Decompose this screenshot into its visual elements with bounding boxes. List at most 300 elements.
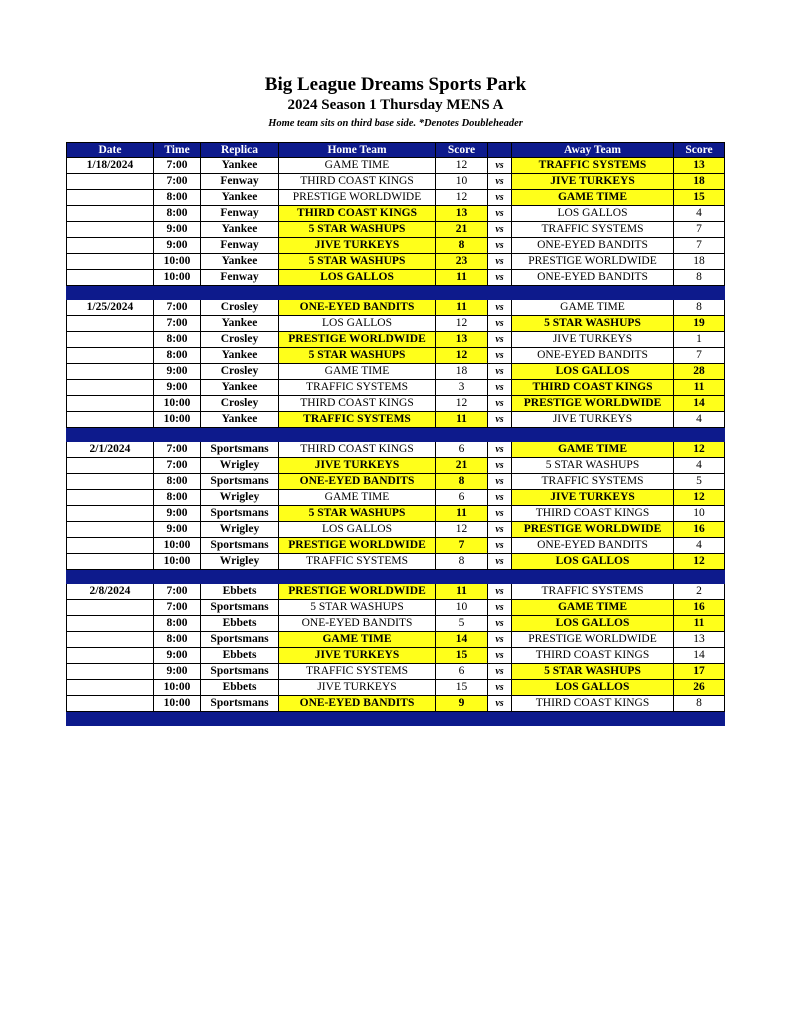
- game-row: [67, 412, 725, 428]
- away-team-cell: THIRD COAST KINGS: [512, 648, 674, 664]
- home-team-cell: LOS GALLOS: [279, 270, 436, 286]
- away-score-cell: 8: [674, 270, 725, 286]
- week-separator: [67, 712, 725, 726]
- game-row: [67, 158, 725, 174]
- away-score-cell: 7: [674, 222, 725, 238]
- replica-cell: Crosley: [201, 364, 279, 380]
- time-cell: 7:00: [154, 442, 201, 458]
- date-cell: [67, 458, 154, 474]
- away-score-cell: 16: [674, 600, 725, 616]
- home-score-cell: 11: [436, 584, 488, 600]
- replica-cell: Fenway: [201, 206, 279, 222]
- away-team-cell: TRAFFIC SYSTEMS: [512, 158, 674, 174]
- week-separator: [67, 286, 725, 300]
- home-team-cell: JIVE TURKEYS: [279, 680, 436, 696]
- game-row: [67, 316, 725, 332]
- away-team-cell: GAME TIME: [512, 600, 674, 616]
- replica-cell: Yankee: [201, 190, 279, 206]
- separator-cell: [436, 286, 488, 300]
- game-row: [67, 584, 725, 600]
- replica-cell: Wrigley: [201, 458, 279, 474]
- game-row: [67, 522, 725, 538]
- away-team-cell: JIVE TURKEYS: [512, 174, 674, 190]
- game-row: [67, 506, 725, 522]
- game-row: [67, 396, 725, 412]
- away-score-cell: 13: [674, 632, 725, 648]
- col-header-vs: [488, 143, 512, 158]
- date-cell: [67, 680, 154, 696]
- away-team-cell: ONE-EYED BANDITS: [512, 270, 674, 286]
- home-score-cell: 11: [436, 300, 488, 316]
- replica-cell: Wrigley: [201, 490, 279, 506]
- away-team-cell: TRAFFIC SYSTEMS: [512, 222, 674, 238]
- separator-cell: [67, 428, 154, 442]
- replica-cell: Ebbets: [201, 680, 279, 696]
- home-score-cell: 12: [436, 348, 488, 364]
- replica-cell: Yankee: [201, 380, 279, 396]
- home-team-cell: ONE-EYED BANDITS: [279, 300, 436, 316]
- date-cell: 1/18/2024: [67, 158, 154, 174]
- home-team-cell: THIRD COAST KINGS: [279, 396, 436, 412]
- replica-cell: Fenway: [201, 174, 279, 190]
- away-score-cell: 4: [674, 538, 725, 554]
- separator-cell: [201, 428, 279, 442]
- home-score-cell: 8: [436, 554, 488, 570]
- home-team-cell: GAME TIME: [279, 158, 436, 174]
- time-cell: 10:00: [154, 538, 201, 554]
- date-cell: [67, 616, 154, 632]
- separator-cell: [279, 286, 436, 300]
- time-cell: 8:00: [154, 616, 201, 632]
- time-cell: 9:00: [154, 664, 201, 680]
- away-score-cell: 11: [674, 616, 725, 632]
- time-cell: 7:00: [154, 300, 201, 316]
- game-row: [67, 632, 725, 648]
- date-cell: [67, 522, 154, 538]
- document-title: Big League Dreams Sports Park: [264, 74, 527, 95]
- replica-cell: Crosley: [201, 396, 279, 412]
- away-team-cell: THIRD COAST KINGS: [512, 506, 674, 522]
- game-row: [67, 348, 725, 364]
- game-row: [67, 270, 725, 286]
- game-row: [67, 254, 725, 270]
- home-score-cell: 8: [436, 474, 488, 490]
- date-cell: [67, 696, 154, 712]
- home-team-cell: JIVE TURKEYS: [279, 238, 436, 254]
- away-team-cell: GAME TIME: [512, 442, 674, 458]
- home-score-cell: 3: [436, 380, 488, 396]
- replica-cell: Sportsmans: [201, 506, 279, 522]
- time-cell: 7:00: [154, 584, 201, 600]
- game-row: [67, 174, 725, 190]
- col-header-time: Time: [154, 143, 201, 158]
- vs-cell: vs: [488, 584, 512, 600]
- vs-cell: vs: [488, 554, 512, 570]
- time-cell: 10:00: [154, 696, 201, 712]
- home-team-cell: TRAFFIC SYSTEMS: [279, 380, 436, 396]
- replica-cell: Sportsmans: [201, 600, 279, 616]
- separator-cell: [279, 570, 436, 584]
- time-cell: 10:00: [154, 270, 201, 286]
- home-score-cell: 9: [436, 696, 488, 712]
- home-score-cell: 10: [436, 600, 488, 616]
- home-team-cell: PRESTIGE WORLDWIDE: [279, 538, 436, 554]
- home-team-cell: TRAFFIC SYSTEMS: [279, 412, 436, 428]
- home-team-cell: PRESTIGE WORLDWIDE: [279, 584, 436, 600]
- away-score-cell: 14: [674, 396, 725, 412]
- separator-cell: [488, 570, 512, 584]
- separator-cell: [154, 570, 201, 584]
- away-team-cell: 5 STAR WASHUPS: [512, 458, 674, 474]
- separator-cell: [488, 428, 512, 442]
- away-team-cell: PRESTIGE WORLDWIDE: [512, 522, 674, 538]
- away-team-cell: LOS GALLOS: [512, 364, 674, 380]
- game-row: [67, 206, 725, 222]
- schedule-table: [66, 142, 725, 726]
- replica-cell: Ebbets: [201, 584, 279, 600]
- vs-cell: vs: [488, 632, 512, 648]
- time-cell: 8:00: [154, 348, 201, 364]
- away-score-cell: 7: [674, 238, 725, 254]
- week-separator: [67, 570, 725, 584]
- away-team-cell: LOS GALLOS: [512, 206, 674, 222]
- home-score-cell: 21: [436, 458, 488, 474]
- document-header: [0, 74, 791, 131]
- date-cell: [67, 648, 154, 664]
- vs-cell: vs: [488, 174, 512, 190]
- time-cell: 9:00: [154, 506, 201, 522]
- col-header-home-team: Home Team: [279, 143, 436, 158]
- away-score-cell: 4: [674, 412, 725, 428]
- date-cell: [67, 506, 154, 522]
- away-team-cell: THIRD COAST KINGS: [512, 696, 674, 712]
- game-row: [67, 190, 725, 206]
- away-team-cell: GAME TIME: [512, 190, 674, 206]
- home-score-cell: 18: [436, 364, 488, 380]
- vs-cell: vs: [488, 538, 512, 554]
- home-team-cell: TRAFFIC SYSTEMS: [279, 554, 436, 570]
- home-team-cell: THIRD COAST KINGS: [279, 442, 436, 458]
- separator-cell: [512, 428, 674, 442]
- separator-cell: [488, 712, 512, 726]
- away-team-cell: 5 STAR WASHUPS: [512, 664, 674, 680]
- game-row: [67, 616, 725, 632]
- separator-cell: [279, 712, 436, 726]
- replica-cell: Fenway: [201, 238, 279, 254]
- date-cell: [67, 554, 154, 570]
- game-row: [67, 222, 725, 238]
- date-cell: [67, 348, 154, 364]
- home-team-cell: GAME TIME: [279, 364, 436, 380]
- separator-cell: [674, 428, 725, 442]
- time-cell: 9:00: [154, 222, 201, 238]
- date-cell: [67, 332, 154, 348]
- home-score-cell: 14: [436, 632, 488, 648]
- home-score-cell: 12: [436, 158, 488, 174]
- game-row: [67, 364, 725, 380]
- game-row: [67, 696, 725, 712]
- home-score-cell: 6: [436, 664, 488, 680]
- separator-cell: [436, 570, 488, 584]
- game-row: [67, 332, 725, 348]
- game-row: [67, 380, 725, 396]
- replica-cell: Sportsmans: [201, 664, 279, 680]
- time-cell: 7:00: [154, 174, 201, 190]
- date-cell: [67, 190, 154, 206]
- replica-cell: Yankee: [201, 254, 279, 270]
- home-team-cell: 5 STAR WASHUPS: [279, 348, 436, 364]
- vs-cell: vs: [488, 348, 512, 364]
- date-cell: [67, 632, 154, 648]
- date-cell: [67, 238, 154, 254]
- vs-cell: vs: [488, 696, 512, 712]
- replica-cell: Yankee: [201, 158, 279, 174]
- document-subtitle: 2024 Season 1 Thursday MENS A: [287, 97, 504, 113]
- away-score-cell: 19: [674, 316, 725, 332]
- separator-cell: [201, 570, 279, 584]
- vs-cell: vs: [488, 442, 512, 458]
- home-team-cell: TRAFFIC SYSTEMS: [279, 664, 436, 680]
- home-score-cell: 15: [436, 648, 488, 664]
- replica-cell: Yankee: [201, 412, 279, 428]
- away-team-cell: LOS GALLOS: [512, 680, 674, 696]
- away-team-cell: PRESTIGE WORLDWIDE: [512, 396, 674, 412]
- vs-cell: vs: [488, 648, 512, 664]
- vs-cell: vs: [488, 380, 512, 396]
- date-cell: [67, 380, 154, 396]
- home-team-cell: GAME TIME: [279, 490, 436, 506]
- home-team-cell: GAME TIME: [279, 632, 436, 648]
- time-cell: 8:00: [154, 490, 201, 506]
- separator-cell: [512, 712, 674, 726]
- separator-cell: [674, 712, 725, 726]
- separator-cell: [436, 712, 488, 726]
- time-cell: 10:00: [154, 554, 201, 570]
- time-cell: 9:00: [154, 364, 201, 380]
- away-team-cell: THIRD COAST KINGS: [512, 380, 674, 396]
- col-header-home-score: Score: [436, 143, 488, 158]
- home-team-cell: ONE-EYED BANDITS: [279, 616, 436, 632]
- away-team-cell: LOS GALLOS: [512, 554, 674, 570]
- home-score-cell: 12: [436, 316, 488, 332]
- home-team-cell: ONE-EYED BANDITS: [279, 696, 436, 712]
- away-score-cell: 7: [674, 348, 725, 364]
- time-cell: 10:00: [154, 396, 201, 412]
- game-row: [67, 648, 725, 664]
- away-score-cell: 1: [674, 332, 725, 348]
- replica-cell: Sportsmans: [201, 696, 279, 712]
- vs-cell: vs: [488, 316, 512, 332]
- game-row: [67, 680, 725, 696]
- home-score-cell: 8: [436, 238, 488, 254]
- away-score-cell: 5: [674, 474, 725, 490]
- home-score-cell: 23: [436, 254, 488, 270]
- date-cell: 1/25/2024: [67, 300, 154, 316]
- time-cell: 10:00: [154, 412, 201, 428]
- vs-cell: vs: [488, 270, 512, 286]
- header-row: [67, 143, 725, 158]
- away-score-cell: 11: [674, 380, 725, 396]
- vs-cell: vs: [488, 506, 512, 522]
- away-score-cell: 17: [674, 664, 725, 680]
- replica-cell: Ebbets: [201, 648, 279, 664]
- away-team-cell: PRESTIGE WORLDWIDE: [512, 632, 674, 648]
- home-score-cell: 12: [436, 190, 488, 206]
- replica-cell: Fenway: [201, 270, 279, 286]
- away-team-cell: LOS GALLOS: [512, 616, 674, 632]
- game-row: [67, 554, 725, 570]
- home-team-cell: THIRD COAST KINGS: [279, 206, 436, 222]
- replica-cell: Sportsmans: [201, 442, 279, 458]
- replica-cell: Wrigley: [201, 522, 279, 538]
- replica-cell: Sportsmans: [201, 632, 279, 648]
- vs-cell: vs: [488, 600, 512, 616]
- time-cell: 8:00: [154, 632, 201, 648]
- replica-cell: Yankee: [201, 348, 279, 364]
- vs-cell: vs: [488, 364, 512, 380]
- vs-cell: vs: [488, 206, 512, 222]
- away-score-cell: 14: [674, 648, 725, 664]
- time-cell: 7:00: [154, 600, 201, 616]
- away-score-cell: 12: [674, 442, 725, 458]
- separator-cell: [674, 570, 725, 584]
- home-score-cell: 11: [436, 506, 488, 522]
- date-cell: [67, 206, 154, 222]
- home-score-cell: 5: [436, 616, 488, 632]
- replica-cell: Sportsmans: [201, 538, 279, 554]
- away-score-cell: 18: [674, 174, 725, 190]
- away-score-cell: 12: [674, 554, 725, 570]
- home-score-cell: 7: [436, 538, 488, 554]
- date-cell: [67, 412, 154, 428]
- separator-cell: [279, 428, 436, 442]
- time-cell: 8:00: [154, 474, 201, 490]
- date-cell: [67, 174, 154, 190]
- home-team-cell: PRESTIGE WORLDWIDE: [279, 190, 436, 206]
- date-cell: 2/8/2024: [67, 584, 154, 600]
- separator-cell: [512, 570, 674, 584]
- vs-cell: vs: [488, 616, 512, 632]
- col-header-away-score: Score: [674, 143, 725, 158]
- separator-cell: [154, 286, 201, 300]
- home-score-cell: 21: [436, 222, 488, 238]
- home-team-cell: ONE-EYED BANDITS: [279, 474, 436, 490]
- vs-cell: vs: [488, 332, 512, 348]
- game-row: [67, 664, 725, 680]
- separator-cell: [67, 712, 154, 726]
- home-score-cell: 11: [436, 270, 488, 286]
- game-row: [67, 474, 725, 490]
- date-cell: [67, 490, 154, 506]
- time-cell: 7:00: [154, 316, 201, 332]
- game-row: [67, 490, 725, 506]
- replica-cell: Ebbets: [201, 616, 279, 632]
- away-team-cell: JIVE TURKEYS: [512, 332, 674, 348]
- away-team-cell: GAME TIME: [512, 300, 674, 316]
- home-score-cell: 13: [436, 332, 488, 348]
- time-cell: 9:00: [154, 648, 201, 664]
- date-cell: [67, 538, 154, 554]
- home-team-cell: 5 STAR WASHUPS: [279, 254, 436, 270]
- home-team-cell: 5 STAR WASHUPS: [279, 506, 436, 522]
- away-score-cell: 15: [674, 190, 725, 206]
- game-row: [67, 300, 725, 316]
- time-cell: 7:00: [154, 158, 201, 174]
- separator-cell: [512, 286, 674, 300]
- separator-cell: [201, 286, 279, 300]
- time-cell: 7:00: [154, 458, 201, 474]
- date-cell: [67, 474, 154, 490]
- separator-cell: [67, 570, 154, 584]
- away-team-cell: ONE-EYED BANDITS: [512, 538, 674, 554]
- schedule-body: [67, 158, 725, 726]
- home-team-cell: JIVE TURKEYS: [279, 458, 436, 474]
- replica-cell: Yankee: [201, 316, 279, 332]
- vs-cell: vs: [488, 664, 512, 680]
- home-team-cell: PRESTIGE WORLDWIDE: [279, 332, 436, 348]
- away-score-cell: 8: [674, 696, 725, 712]
- game-row: [67, 238, 725, 254]
- separator-cell: [201, 712, 279, 726]
- col-header-away-team: Away Team: [512, 143, 674, 158]
- home-team-cell: THIRD COAST KINGS: [279, 174, 436, 190]
- col-header-date: Date: [67, 143, 154, 158]
- away-score-cell: 26: [674, 680, 725, 696]
- date-cell: 2/1/2024: [67, 442, 154, 458]
- separator-cell: [154, 428, 201, 442]
- game-row: [67, 600, 725, 616]
- home-score-cell: 6: [436, 490, 488, 506]
- separator-cell: [154, 712, 201, 726]
- time-cell: 10:00: [154, 680, 201, 696]
- replica-cell: Yankee: [201, 222, 279, 238]
- home-score-cell: 6: [436, 442, 488, 458]
- vs-cell: vs: [488, 680, 512, 696]
- replica-cell: Sportsmans: [201, 474, 279, 490]
- vs-cell: vs: [488, 474, 512, 490]
- home-score-cell: 12: [436, 522, 488, 538]
- time-cell: 9:00: [154, 522, 201, 538]
- away-team-cell: PRESTIGE WORLDWIDE: [512, 254, 674, 270]
- vs-cell: vs: [488, 522, 512, 538]
- away-score-cell: 16: [674, 522, 725, 538]
- away-score-cell: 8: [674, 300, 725, 316]
- home-score-cell: 12: [436, 396, 488, 412]
- away-team-cell: JIVE TURKEYS: [512, 490, 674, 506]
- vs-cell: vs: [488, 396, 512, 412]
- replica-cell: Wrigley: [201, 554, 279, 570]
- date-cell: [67, 600, 154, 616]
- home-team-cell: 5 STAR WASHUPS: [279, 600, 436, 616]
- home-score-cell: 13: [436, 206, 488, 222]
- date-cell: [67, 316, 154, 332]
- game-row: [67, 458, 725, 474]
- vs-cell: vs: [488, 300, 512, 316]
- vs-cell: vs: [488, 190, 512, 206]
- vs-cell: vs: [488, 412, 512, 428]
- replica-cell: Crosley: [201, 300, 279, 316]
- away-score-cell: 2: [674, 584, 725, 600]
- away-score-cell: 13: [674, 158, 725, 174]
- home-team-cell: LOS GALLOS: [279, 316, 436, 332]
- date-cell: [67, 270, 154, 286]
- seating-note: Home team sits on third base side. *Denotes Doubleheader: [268, 118, 523, 129]
- away-score-cell: 4: [674, 206, 725, 222]
- away-score-cell: 4: [674, 458, 725, 474]
- vs-cell: vs: [488, 458, 512, 474]
- home-team-cell: JIVE TURKEYS: [279, 648, 436, 664]
- away-team-cell: JIVE TURKEYS: [512, 412, 674, 428]
